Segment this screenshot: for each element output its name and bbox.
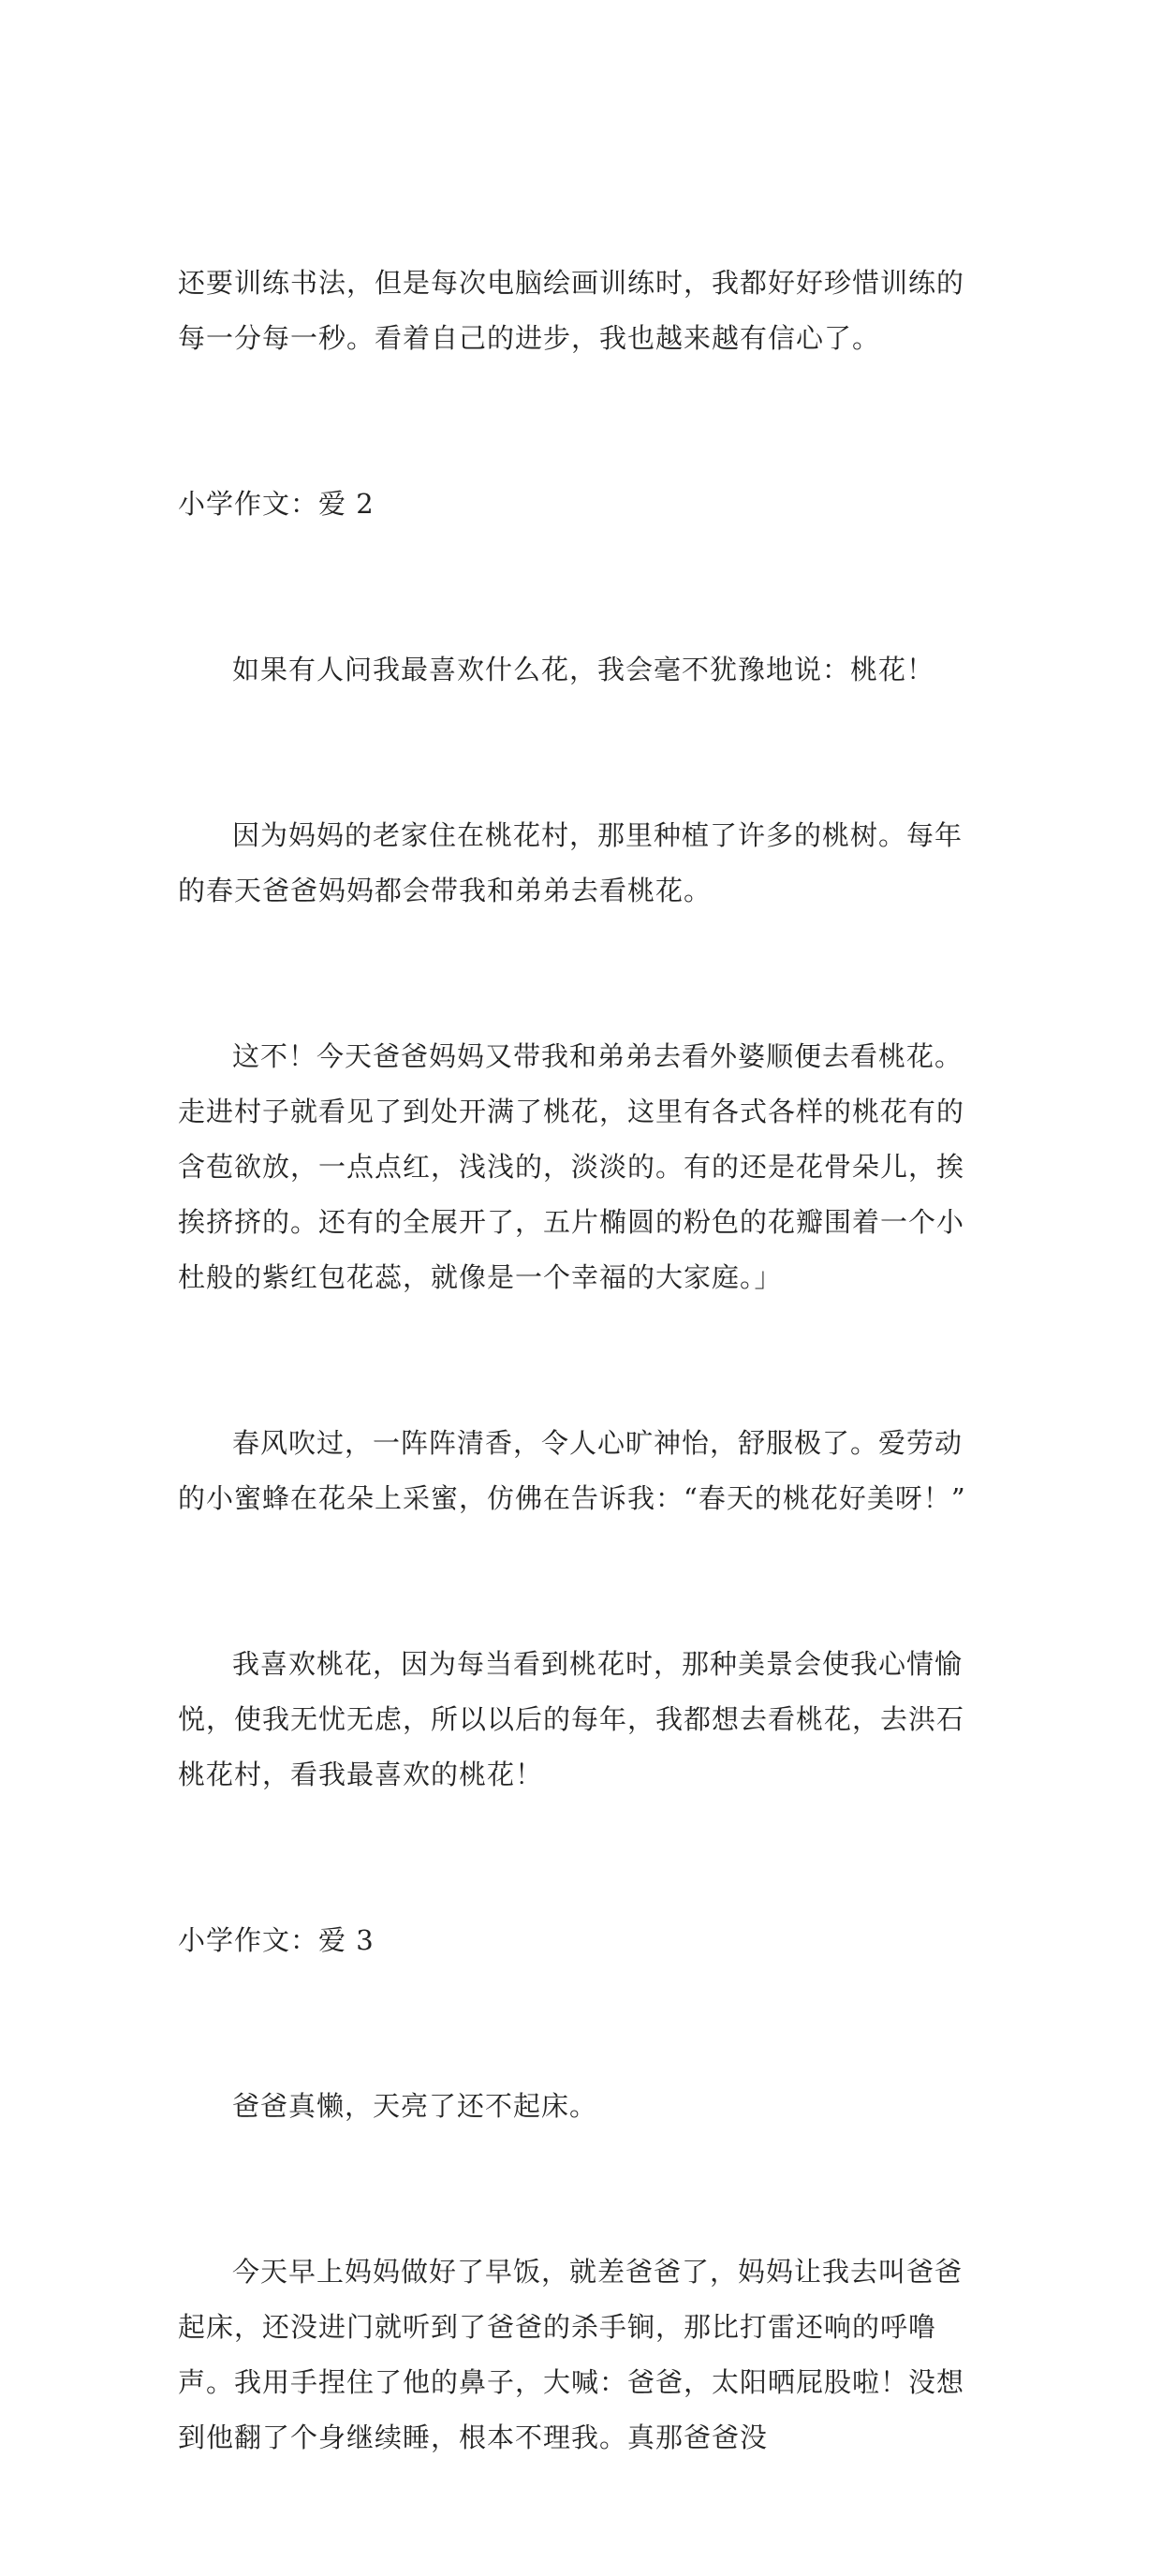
paragraph: 我喜欢桃花，因为每当看到桃花时，那种美景会使我心情愉悦，使我无忧无虑，所以以后的每年，我都想去看桃花，去洪石桃花村，看我最喜欢的桃花！ bbox=[178, 1648, 965, 1790]
paragraph: 因为妈妈的老家住在桃花村，那里种植了许多的桃树。每年的春天爸爸妈妈都会带我和弟弟去看桃花。 bbox=[178, 819, 963, 906]
paragraph: 还要训练书法，但是每次电脑绘画训练时，我都好好珍惜训练的每一分每一秒。看着自己的进步，我也越来越有信心了。 bbox=[178, 267, 965, 354]
section-heading: 小学作文：爱 3 bbox=[178, 1924, 375, 1956]
paragraph: 这不！今天爸爸妈妈又带我和弟弟去看外婆顺便去看桃花。走进村子就看见了到处开满了桃花，这里有各式各样的桃花有的含苞欲放，一点点红，浅浅的，淡淡的。有的还是花骨朵儿，挨挨挤挤的。还有的全展开了，五片椭圆的粉色的花瓣围着一个小杜般的紫红包花蕊，就像是一个幸福的大家庭。」 bbox=[178, 1040, 965, 1293]
paragraph: 春风吹过，一阵阵清香，令人心旷神怡，舒服极了。爱劳动的小蜜蜂在花朵上采蜜，仿佛在告诉我：“春天的桃花好美呀！” bbox=[178, 1427, 966, 1514]
document-body bbox=[178, 145, 983, 2576]
paragraph: 今天早上妈妈做好了早饭，就差爸爸了，妈妈让我去叫爸爸起床，还没进门就听到了爸爸的杀手锏，那比打雷还响的呼噜声。我用手捏住了他的鼻子，大喊：爸爸，太阳晒屁股啦！没想到他翻了个身继续睡，根本不理我。真那爸爸没 bbox=[178, 2256, 965, 2453]
paragraph: 如果有人问我最喜欢什么花，我会毫不犹豫地说：桃花！ bbox=[232, 654, 935, 685]
paragraph: 爸爸真懒，天亮了还不起床。 bbox=[232, 2090, 598, 2122]
section-heading: 小学作文：爱 2 bbox=[178, 488, 375, 520]
